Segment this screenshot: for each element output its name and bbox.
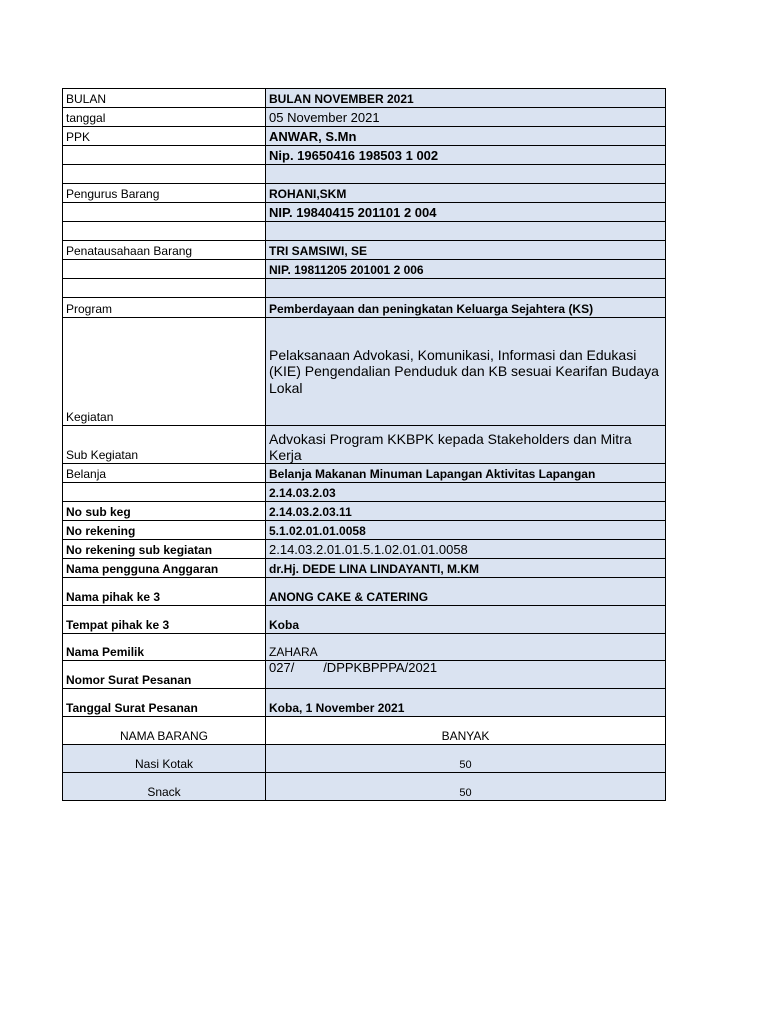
belanja-label: Belanja xyxy=(63,464,266,483)
pengguna-anggaran-value: dr.Hj. DEDE LINA LINDAYANTI, M.KM xyxy=(266,559,666,578)
tanggal-value: 05 November 2021 xyxy=(266,108,666,127)
row-program xyxy=(63,298,666,318)
bulan-value: BULAN NOVEMBER 2021 xyxy=(266,89,666,108)
row-sub-kegiatan xyxy=(63,426,666,464)
no-sub-keg-label: No sub keg xyxy=(63,502,266,521)
pengguna-anggaran-label: Nama pengguna Anggaran xyxy=(63,559,266,578)
bulan-label: BULAN xyxy=(63,89,266,108)
no-sub-keg-value: 2.14.03.2.03.11 xyxy=(266,502,666,521)
sub-kegiatan-value: Advokasi Program KKBPK kepada Stakeholders dan Mitra Kerja xyxy=(266,426,666,464)
items-header-row xyxy=(63,717,666,745)
order-sheet-table xyxy=(62,88,666,801)
program-label: Program xyxy=(63,298,266,318)
nomor-surat-value: 027/ /DPPKBPPPA/2021 xyxy=(266,661,666,689)
row-bulan xyxy=(63,89,666,108)
pemilik-label: Nama Pemilik xyxy=(63,634,266,661)
belanja-value: Belanja Makanan Minuman Lapangan Aktivitas Lapangan xyxy=(266,464,666,483)
penatausahaan-value: TRI SAMSIWI, SE xyxy=(266,241,666,260)
items-name-header: NAMA BARANG xyxy=(63,717,266,745)
row-empty xyxy=(63,222,666,241)
ppk-value: ANWAR, S.Mn xyxy=(266,127,666,146)
table-row xyxy=(63,745,666,773)
program-value: Pemberdayaan dan peningkatan Keluarga Sejahtera (KS) xyxy=(266,298,666,318)
row-ppk-nip xyxy=(63,146,666,165)
no-rekening-sub-value: 2.14.03.2.01.01.5.1.02.01.01.0058 xyxy=(266,540,666,559)
row-tanggal-surat xyxy=(63,689,666,717)
item-name: Nasi Kotak xyxy=(63,745,266,773)
empty-cell xyxy=(266,222,666,241)
no-rekening-label: No rekening xyxy=(63,521,266,540)
row-belanja-code xyxy=(63,483,666,502)
ppk-label: PPK xyxy=(63,127,266,146)
tempat-pihak3-label: Tempat pihak ke 3 xyxy=(63,606,266,634)
penatausahaan-nip-value: NIP. 19811205 201001 2 006 xyxy=(266,260,666,279)
row-kegiatan xyxy=(63,318,666,426)
pengurus-value: ROHANI,SKM xyxy=(266,184,666,203)
pengurus-nip-value: NIP. 19840415 201101 2 004 xyxy=(266,203,666,222)
no-rekening-value: 5.1.02.01.01.0058 xyxy=(266,521,666,540)
row-empty xyxy=(63,279,666,298)
pihak3-label: Nama pihak ke 3 xyxy=(63,578,266,606)
item-qty: 50 xyxy=(266,773,666,801)
empty-cell xyxy=(63,483,266,502)
tanggal-surat-label: Tanggal Surat Pesanan xyxy=(63,689,266,717)
item-name: Snack xyxy=(63,773,266,801)
row-no-rekening xyxy=(63,521,666,540)
pengurus-label: Pengurus Barang xyxy=(63,184,266,203)
empty-cell xyxy=(63,279,266,298)
no-rekening-sub-label: No rekening sub kegiatan xyxy=(63,540,266,559)
pemilik-value: ZAHARA xyxy=(266,634,666,661)
empty-cell xyxy=(63,203,266,222)
empty-cell xyxy=(63,165,266,184)
row-pengurus xyxy=(63,184,666,203)
row-pihak3 xyxy=(63,578,666,606)
row-nomor-surat xyxy=(63,661,666,689)
kegiatan-value: Pelaksanaan Advokasi, Komunikasi, Informasi dan Edukasi (KIE) Pengendalian Penduduk dan KB sesuai Kearifan Budaya Lokal xyxy=(266,318,666,426)
belanja-code-value: 2.14.03.2.03 xyxy=(266,483,666,502)
empty-cell xyxy=(63,260,266,279)
tanggal-label: tanggal xyxy=(63,108,266,127)
ppk-nip-value: Nip. 19650416 198503 1 002 xyxy=(266,146,666,165)
items-qty-header: BANYAK xyxy=(266,717,666,745)
empty-cell xyxy=(266,279,666,298)
empty-cell xyxy=(63,222,266,241)
table-row xyxy=(63,773,666,801)
kegiatan-label: Kegiatan xyxy=(63,318,266,426)
row-no-rekening-sub xyxy=(63,540,666,559)
tempat-pihak3-value: Koba xyxy=(266,606,666,634)
row-tanggal xyxy=(63,108,666,127)
row-empty xyxy=(63,165,666,184)
row-no-sub-keg xyxy=(63,502,666,521)
nomor-surat-label: Nomor Surat Pesanan xyxy=(63,661,266,689)
row-belanja xyxy=(63,464,666,483)
pihak3-value: ANONG CAKE & CATERING xyxy=(266,578,666,606)
row-tempat-pihak3 xyxy=(63,606,666,634)
row-penatausahaan-nip xyxy=(63,260,666,279)
row-pemilik xyxy=(63,634,666,661)
penatausahaan-label: Penatausahaan Barang xyxy=(63,241,266,260)
tanggal-surat-value: Koba, 1 November 2021 xyxy=(266,689,666,717)
row-ppk xyxy=(63,127,666,146)
item-qty: 50 xyxy=(266,745,666,773)
row-pengguna-anggaran xyxy=(63,559,666,578)
row-pengurus-nip xyxy=(63,203,666,222)
empty-cell xyxy=(63,146,266,165)
sub-kegiatan-label: Sub Kegiatan xyxy=(63,426,266,464)
empty-cell xyxy=(266,165,666,184)
row-penatausahaan xyxy=(63,241,666,260)
